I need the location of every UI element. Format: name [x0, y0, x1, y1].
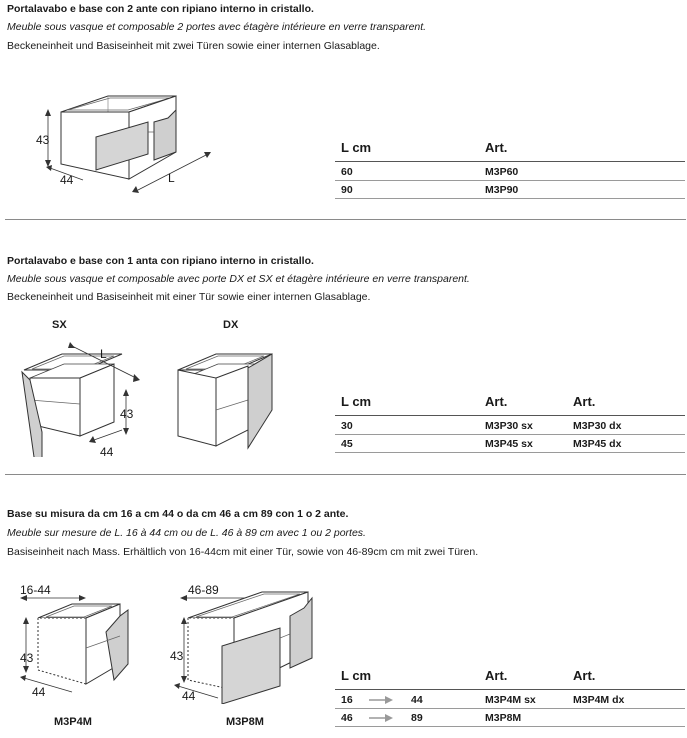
- section2-header-art1: Art.: [485, 394, 508, 409]
- section1-row-rule: [335, 180, 685, 181]
- section3-row1-art1: M3P4M sx: [485, 694, 536, 706]
- section3-right-depth-dim: 44: [182, 689, 196, 703]
- section3-row2-art1: M3P8M: [485, 712, 522, 724]
- section2-title-it: Portalavabo e base con 1 anta con ripiano interno in cristallo.: [7, 255, 314, 267]
- one-door-dx-drawing: [172, 340, 282, 455]
- section3-left-width-dim: 16-44: [20, 583, 51, 597]
- section2-table: [335, 394, 685, 454]
- section1-header-l: L cm: [341, 140, 372, 155]
- section2-sx-label: SX: [52, 319, 67, 331]
- section3-table: [335, 668, 685, 732]
- section1-table-bottom-rule: [335, 198, 685, 199]
- section1-table: [335, 140, 685, 200]
- section3-title-fr: Meuble sur mesure de L. 16 à 44 cm ou de L. 46 à 89 cm avec 1 ou 2 portes.: [7, 527, 366, 539]
- section3-row1-art2: M3P4M dx: [573, 694, 625, 706]
- section1-title-it: Portalavabo e base con 2 ante con ripiano interno in cristallo.: [7, 3, 314, 15]
- section3-title-de: Basiseinheit nach Mass. Erhältlich von 16-44cm mit einer Tür, sowie von 46-89cm cm mit zwei Türen.: [7, 546, 479, 558]
- section-two-door: [0, 0, 687, 222]
- section2-row1-art2: M3P30 dx: [573, 420, 622, 432]
- section1-row1-l: 60: [341, 166, 353, 178]
- section2-height-dim: 43: [120, 407, 134, 421]
- section-one-door: [0, 222, 687, 476]
- section2-dx-label: DX: [223, 319, 239, 331]
- custom-base-small-drawing: [12, 580, 142, 700]
- section3-left-height-dim: 43: [20, 651, 34, 665]
- section1-row1-art: M3P60: [485, 166, 519, 178]
- section1-header-art: Art.: [485, 140, 508, 155]
- section2-header-rule: [335, 415, 685, 416]
- section3-header-art1: Art.: [485, 668, 508, 683]
- section3-right-width-dim: 46-89: [188, 583, 219, 597]
- section2-divider: [5, 474, 686, 475]
- section2-row1-l: 30: [341, 420, 353, 432]
- section1-depth-dim: 44: [60, 173, 74, 187]
- section3-row2-from: 46: [341, 712, 353, 724]
- range-arrow-icon: [369, 713, 393, 723]
- section3-row2-to: 89: [411, 712, 423, 724]
- section3-table-bottom-rule: [335, 726, 685, 727]
- section2-header-art2: Art.: [573, 394, 596, 409]
- section3-right-label: M3P8M: [226, 716, 264, 728]
- section2-row-rule: [335, 434, 685, 435]
- section1-title-fr: Meuble sous vasque et composable 2 portes avec étagère intérieure en verre transparent.: [7, 21, 427, 33]
- section2-depth-dim: 44: [100, 445, 114, 457]
- section1-height-dim: 43: [36, 133, 50, 147]
- section2-title-de: Beckeneinheit und Basiseinheit mit einer Tür sowie einer internen Glasablage.: [7, 291, 371, 303]
- section3-header-l: L cm: [341, 668, 372, 683]
- section1-row2-l: 90: [341, 184, 353, 196]
- section1-divider: [5, 219, 686, 220]
- section3-left-label: M3P4M: [54, 716, 92, 728]
- section3-title-it: Base su misura da cm 16 a cm 44 o da cm 46 a cm 89 con 1 o 2 ante.: [7, 508, 349, 520]
- two-door-cabinet-drawing: [28, 82, 218, 202]
- section3-header-art2: Art.: [573, 668, 596, 683]
- section1-row2-art: M3P90: [485, 184, 519, 196]
- section3-header-rule: [335, 689, 685, 690]
- section1-header-rule: [335, 161, 685, 162]
- section3-row1-to: 44: [411, 694, 423, 706]
- section2-row2-art2: M3P45 dx: [573, 438, 622, 450]
- section2-header-l: L cm: [341, 394, 372, 409]
- section3-row1-from: 16: [341, 694, 353, 706]
- section-custom-base: [0, 476, 687, 738]
- one-door-sx-drawing: [14, 332, 154, 457]
- section2-width-dim: L: [100, 347, 107, 361]
- section2-row1-art1: M3P30 sx: [485, 420, 533, 432]
- custom-base-large-drawing: [162, 576, 322, 704]
- range-arrow-icon: [369, 695, 393, 705]
- section2-row2-art1: M3P45 sx: [485, 438, 533, 450]
- section3-right-height-dim: 43: [170, 649, 184, 663]
- section1-width-dim: L: [168, 171, 175, 185]
- section2-title-fr: Meuble sous vasque et composable avec porte DX et SX et étagère intérieure en verre transparent.: [7, 273, 470, 285]
- section2-table-bottom-rule: [335, 452, 685, 453]
- section2-row2-l: 45: [341, 438, 353, 450]
- section1-title-de: Beckeneinheit und Basiseinheit mit zwei Türen sowie einer internen Glasablage.: [7, 40, 380, 52]
- section3-row-rule: [335, 708, 685, 709]
- section3-left-depth-dim: 44: [32, 685, 46, 699]
